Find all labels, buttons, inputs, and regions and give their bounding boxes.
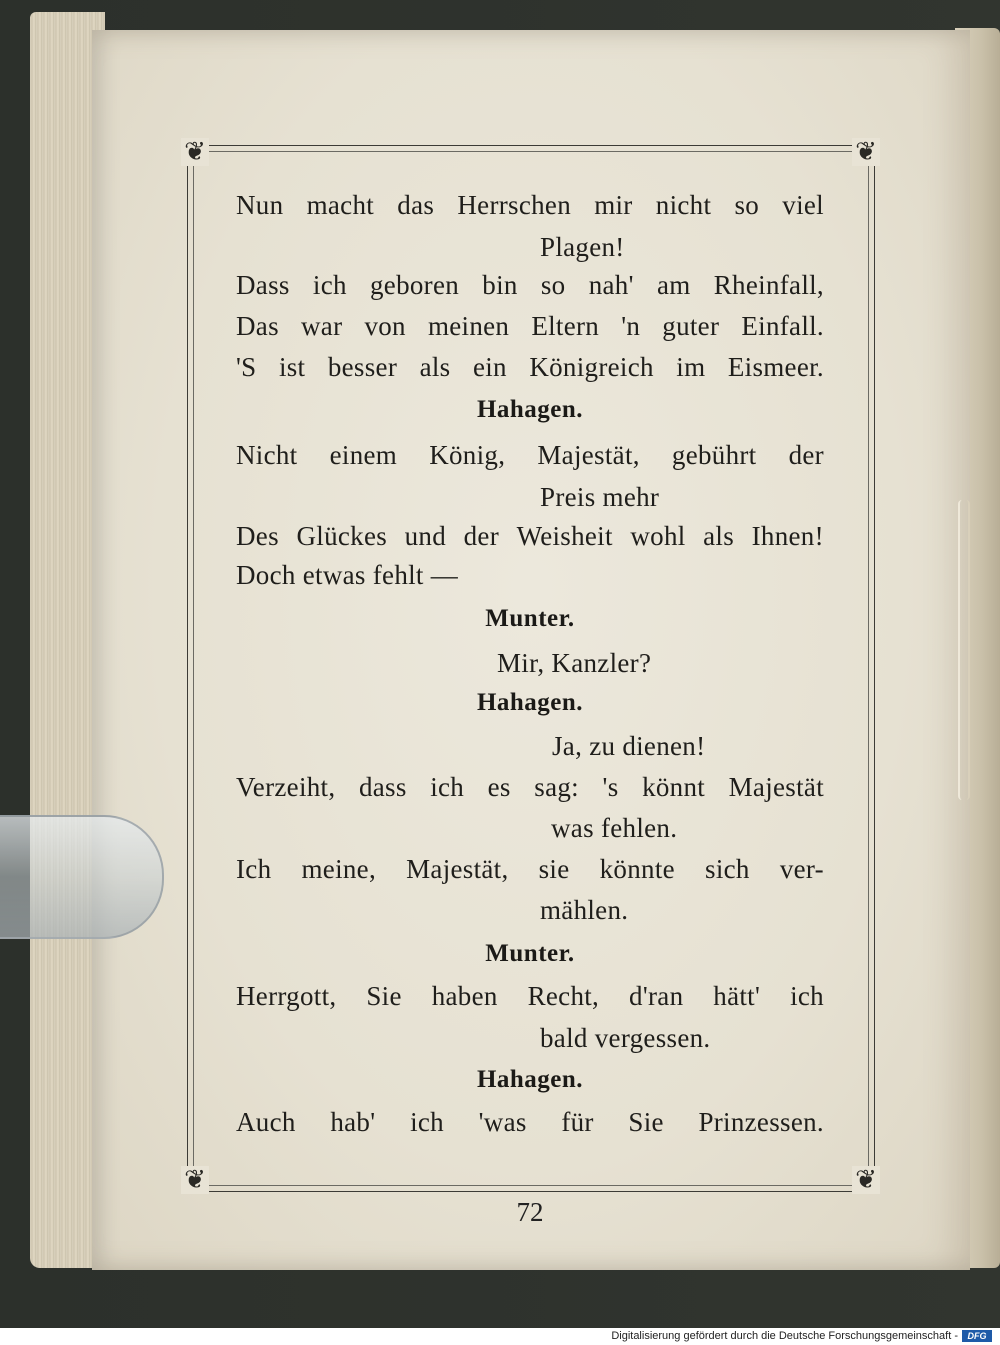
verse-word: bin [482,270,518,300]
verse-word: ich [430,772,465,802]
verse-line [236,352,824,383]
verse-word: der [788,440,824,470]
verse-word: guter [662,311,720,341]
corner-ornament-icon: ❦ [852,1166,880,1194]
verse-word: Herrschen [457,190,571,220]
verse-word: 'S [236,352,257,382]
verse-word: Sie [628,1107,664,1137]
verse-word: gebührt [671,440,757,470]
verse-word: Dass [236,270,290,300]
verse-line: bald vergessen. [540,1023,711,1053]
verse-line: Preis mehr [540,482,660,512]
verse-word: sie [538,854,570,884]
corner-ornament-icon: ❦ [181,138,209,166]
verse-line [236,521,824,552]
verse-word: ich [790,981,824,1011]
verse-line: Mir, Kanzler? [497,648,652,678]
verse-word: Ihnen! [751,521,824,551]
verse-word: könnt [642,772,706,802]
verse-word: Rheinfall, [713,270,824,300]
verse-word: Verzeiht, [236,772,336,802]
verse-word: Majestät [728,772,824,802]
verse-word: einem [329,440,398,470]
verse-word: König, [429,440,506,470]
verse-word: als [419,352,451,382]
verse-word: Ich [236,854,272,884]
verse-word: ist [278,352,306,382]
verse-word: wohl [630,521,686,551]
verse-word: Majestät, [406,854,509,884]
verse-word: Eltern [531,311,600,341]
verse-line [236,270,824,301]
verse-word: Des [236,521,279,551]
verse-word: Sie [366,981,402,1011]
speaker-name: Munter. [485,940,575,967]
verse-line [236,854,824,885]
verse-word: Einfall. [741,311,824,341]
speaker-name: Hahagen. [476,396,584,423]
verse-word: Königreich [529,352,654,382]
verse-word: 'n [621,311,641,341]
verse-word: Eismeer. [727,352,824,382]
speaker-name: Hahagen. [476,689,584,716]
verse-line: was fehlen. [551,813,678,843]
verse-line [236,772,824,803]
verse-word: für [561,1107,594,1137]
verse-word: besser [327,352,398,382]
verse-word: der [463,521,499,551]
verse-word: hab' [330,1107,376,1137]
verse-line [236,1107,824,1138]
verse-line [236,311,824,342]
verse-word: Das [236,311,279,341]
corner-ornament-icon: ❦ [181,1166,209,1194]
verse-word: nicht [655,190,712,220]
verse-word: sich [705,854,750,884]
verse-word: und [404,521,447,551]
verse-word: ver- [779,854,824,884]
plastic-page-clip [0,815,164,939]
verse-word: nah' [588,270,634,300]
verse-word: war [300,311,343,341]
verse-word: als [703,521,735,551]
verse-word: im [676,352,706,382]
verse-word: haben [431,981,498,1011]
verse-word: viel [782,190,824,220]
verse-word: Recht, [527,981,600,1011]
verse-word: Weisheit [516,521,613,551]
verse-line: Ja, zu dienen! [552,731,706,761]
verse-line: Doch etwas fehlt — [236,560,459,590]
page-number: 72 [516,1197,544,1227]
verse-word: mir [594,190,633,220]
verse-word: macht [306,190,375,220]
verse-word: Herrgott, [236,981,337,1011]
corner-ornament-icon: ❦ [852,138,880,166]
verse-word: könnte [599,854,675,884]
verse-line: mählen. [540,895,629,925]
speaker-name: Hahagen. [476,1066,584,1093]
verse-word: am [656,270,691,300]
verse-word: ich [312,270,347,300]
binding-thread [958,500,970,800]
footer-credit: Digitalisierung gefördert durch die Deutsche Forschungsgemeinschaft - [611,1330,958,1342]
verse-line [236,190,824,221]
verse-word: es [487,772,511,802]
footer-bar [0,1328,1000,1345]
verse-word: so [734,190,760,220]
verse-line [236,981,824,1012]
verse-word: das [397,190,435,220]
verse-word: so [540,270,566,300]
verse-word: dass [358,772,407,802]
verse-word: Nicht [236,440,298,470]
verse-word: hätt' [713,981,761,1011]
verse-line [236,440,824,471]
speaker-name: Munter. [485,605,575,632]
verse-word: sag: [534,772,579,802]
verse-line: Plagen! [540,232,625,262]
verse-word: 's [602,772,619,802]
verse-word: geboren [370,270,460,300]
verse-word: Majestät, [537,440,640,470]
verse-word: meinen [427,311,510,341]
verse-word: Nun [236,190,284,220]
verse-word: 'was [478,1107,527,1137]
verse-word: Auch [236,1107,296,1137]
verse-word: Glückes [296,521,388,551]
verse-word: d'ran [629,981,684,1011]
verse-word: Prinzessen. [698,1107,824,1137]
verse-word: meine, [301,854,377,884]
dfg-logo: DFG [962,1330,992,1342]
verse-word: ein [472,352,507,382]
verse-word: ich [410,1107,444,1137]
verse-word: von [364,311,406,341]
